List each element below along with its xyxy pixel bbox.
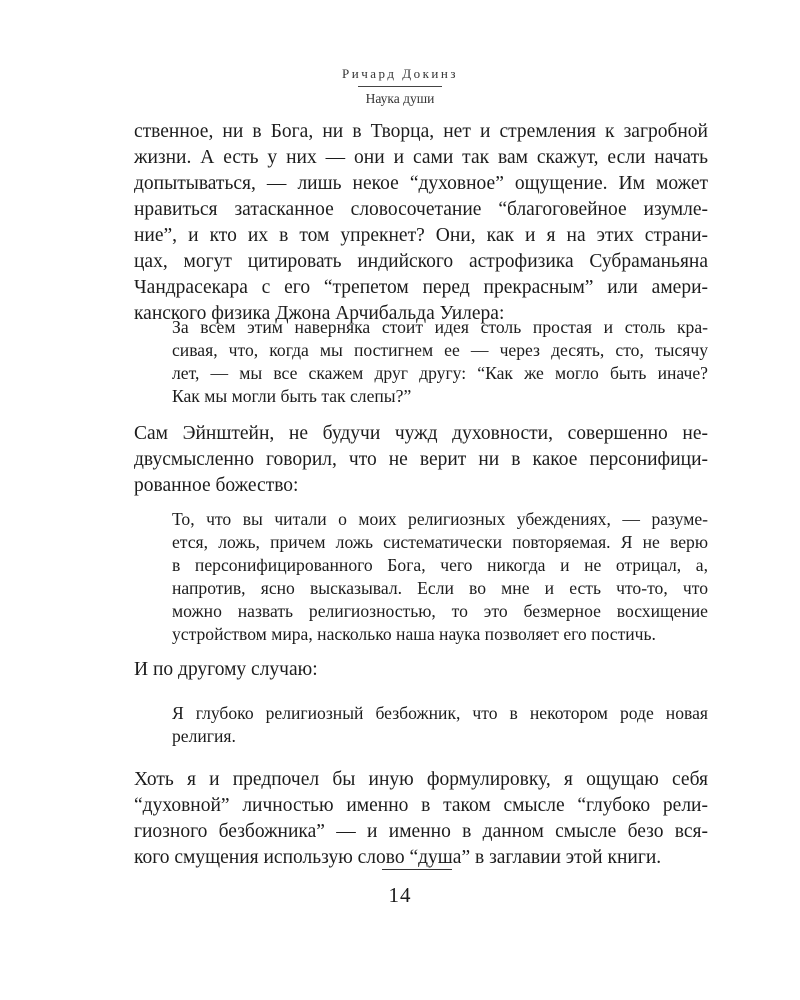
quote-line: сивая, что, когда мы постигнем ее — через десять, сто, тысячу (172, 340, 708, 360)
text-line: “духовной” личностью именно в таком смысле “глубоко рели- (134, 795, 708, 816)
quote-line: лет, — мы все скажем друг другу: “Как же могло быть иначе? (172, 363, 708, 383)
header-divider (358, 86, 442, 87)
text-line: гиозного безбожника” — и именно в данном смысле безо вся- (134, 821, 708, 842)
page-number: 14 (388, 883, 412, 907)
text-line: ние”, и кто их в том упрекнет? Они, как и я на этих страни- (134, 225, 708, 246)
quote-line: ется, ложь, причем ложь систематически повторяемая. Я не верю (172, 532, 708, 552)
quote-line: За всем этим наверняка стоит идея столь простая и столь кра- (172, 317, 708, 337)
quote-line: устройством мира, насколько наша наука позволяет его постичь. (172, 624, 656, 644)
paragraph-4 (134, 767, 708, 871)
text-line: канского физика Джона Арчибальда Уилера: (134, 303, 505, 324)
quote-line: религия. (172, 726, 236, 746)
text-line: допытываться, — лишь некое “духовное” ощущение. Им может (134, 173, 708, 194)
quote-line: То, что вы читали о моих религиозных убеждениях, — разуме- (172, 509, 708, 529)
book-title: Наука души (365, 91, 435, 106)
quote-line: Как мы могли быть так слепы?” (172, 386, 412, 406)
paragraph-2 (134, 421, 708, 499)
block-quote-1 (172, 316, 708, 408)
quote-line: можно назвать религиозностью, то это безмерное восхищение (172, 601, 708, 621)
paragraph-3 (134, 657, 708, 683)
text-line: рованное божество: (134, 475, 299, 496)
text-line: цах, могут цитировать индийского астрофизика Субраманьяна (134, 251, 708, 272)
text-line: Хоть я и предпочел бы иную формулировку, я ощущаю себя (134, 769, 708, 790)
text-line: кого смущения использую слово “душа” в заглавии этой книги. (134, 847, 662, 868)
quote-line: в персонифицированного Бога, чего никогда и не отрицал, а, (172, 555, 708, 575)
text-line: ственное, ни в Бога, ни в Творца, нет и стремления к загробной (134, 121, 708, 142)
running-header (0, 66, 800, 107)
block-quote-3 (172, 702, 708, 748)
block-quote-2 (172, 508, 708, 646)
quote-line: Я глубоко религиозный безбожник, что в некотором роде новая (172, 703, 708, 723)
text-line: Сам Эйнштейн, не будучи чужд духовности, совершенно не- (134, 423, 708, 444)
footer-divider (382, 869, 452, 870)
text-line: Чандрасекара с его “трепетом перед прекрасным” или амери- (134, 277, 708, 298)
paragraph-1 (134, 119, 708, 327)
text-line: двусмысленно говорил, что не верит ни в какое персонифици- (134, 449, 708, 470)
quote-line: напротив, ясно высказывал. Если во мне и есть что-то, что (172, 578, 708, 598)
author-name: Ричард Докинз (342, 66, 458, 81)
text-line: нравиться затасканное словосочетание “благоговейное изумле- (134, 199, 708, 220)
text-line: И по другому случаю: (134, 659, 318, 680)
text-line: жизни. А есть у них — они и сами так вам скажут, если начать (134, 147, 708, 168)
